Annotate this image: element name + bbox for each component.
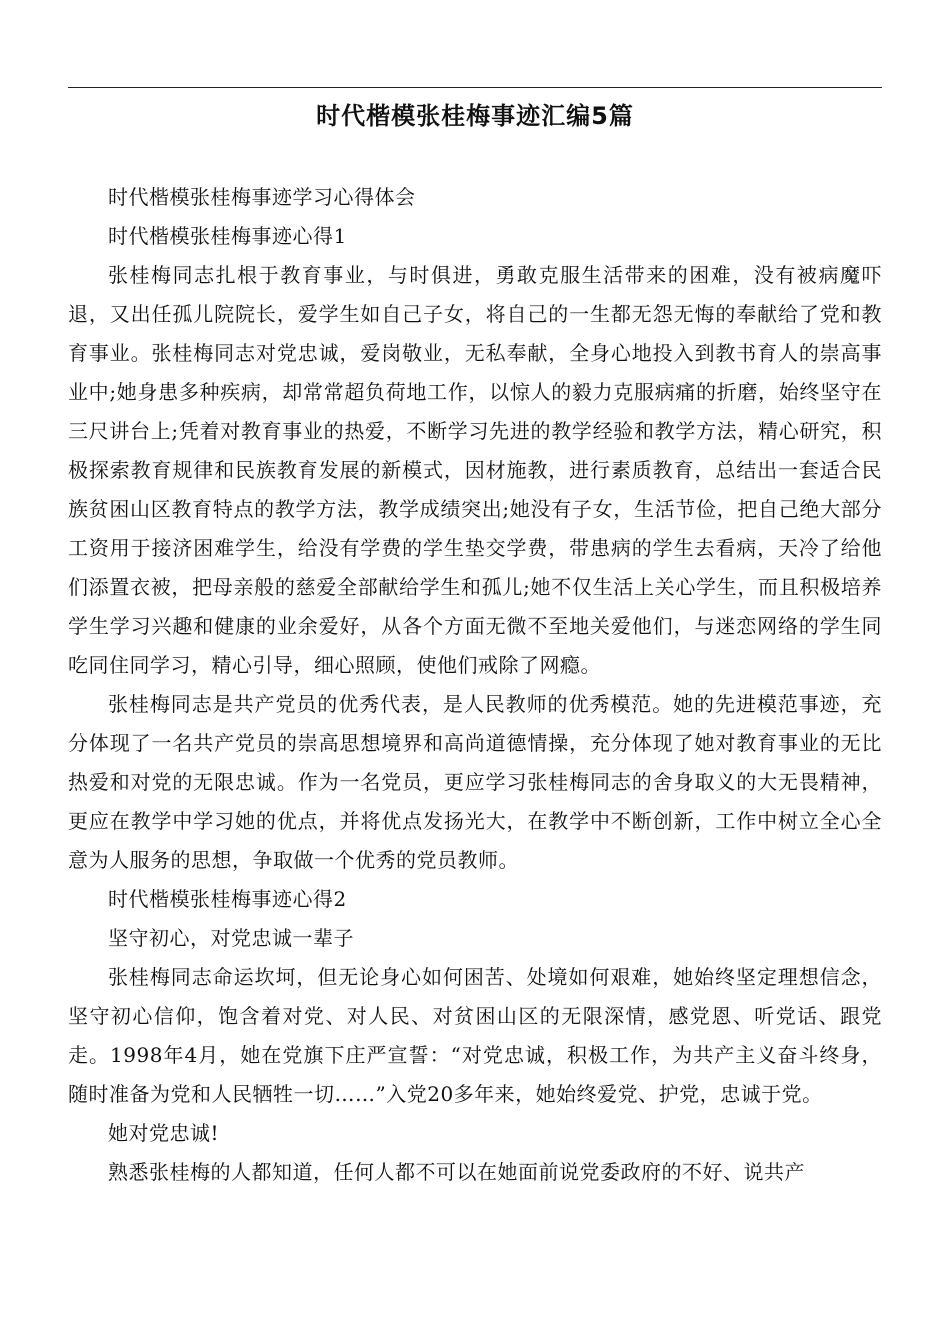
body-paragraph: 张桂梅同志扎根于教育事业，与时俱进，勇敢克服生活带来的困难，没有被病魔吓退，又出任孤儿院院长，爱学生如自己子女，将自己的一生都无怨无悔的奉献给了党和教育事业。张桂梅同志对党忠诚，爱岗敬业，无私奉献，全身心地投入到教书育人的崇高事业中;她身患多种疾病，却常常超负荷地工作，以惊人的毅力克服病痛的折磨，始终坚守在三尺讲台上;凭着对教育事业的热爱，不断学习先进的教学经验和教学方法，精心研究，积极探索教育规律和民族教育发展的新模式，因材施教，进行素质教育，总结出一套适合民族贫困山区教育特点的教学方法，教学成绩突出;她没有子女，生活节俭，把自己绝大部分工资用于接济困难学生，给没有学费的学生垫交学费，带患病的学生去看病，天冷了给他们添置衣被，把母亲般的慈爱全部献给学生和孤儿;她不仅生活上关心学生，而且积极培养学生学习兴趣和健康的业余爱好，从各个方面无微不至地关爱他们，与迷恋网络的学生同吃同住同学习，精心引导，细心照顾，使他们戒除了网瘾。: [68, 263, 882, 677]
subsection-heading: 时代楷模张桂梅事迹心得1: [108, 224, 347, 248]
body-paragraph: 张桂梅同志命运坎坷，但无论身心如何困苦、处境如何艰难，她始终坚定理想信念，坚守初心信仰，饱含着对党、对人民、对贫困山区的无限深情，感党恩、听党话、跟党走。1998年4月，她在党旗下庄严宣誓：“对党忠诚，积极工作，为共产主义奋斗终身，随时准备为党和人民牺牲一切……”入党20多年来，她始终爱党、护党，忠诚于党。: [68, 965, 882, 1106]
paragraph-heading: 她对党忠诚!: [108, 1121, 220, 1145]
document-title: 时代楷模张桂梅事迹汇编5篇: [316, 102, 634, 130]
paragraph-heading: 坚守初心，对党忠诚一辈子: [108, 926, 354, 950]
body-paragraph: 熟悉张桂梅的人都知道，任何人都不可以在她面前说党委政府的不好、说共产: [108, 1160, 805, 1184]
section-heading: 时代楷模张桂梅事迹学习心得体会: [108, 185, 416, 209]
header-rule: [68, 87, 882, 88]
subsection-heading: 时代楷模张桂梅事迹心得2: [108, 887, 347, 911]
document-body: [68, 178, 882, 1192]
body-paragraph: 张桂梅同志是共产党员的优秀代表，是人民教师的优秀模范。她的先进模范事迹，充分体现了一名共产党员的崇高思想境界和高尚道德情操，充分体现了她对教育事业的无比热爱和对党的无限忠诚。作为一名党员，更应学习张桂梅同志的舍身取义的大无畏精神，更应在教学中学习她的优点，并将优点发扬光大，在教学中不断创新，工作中树立全心全意为人服务的思想，争取做一个优秀的党员教师。: [68, 692, 882, 872]
